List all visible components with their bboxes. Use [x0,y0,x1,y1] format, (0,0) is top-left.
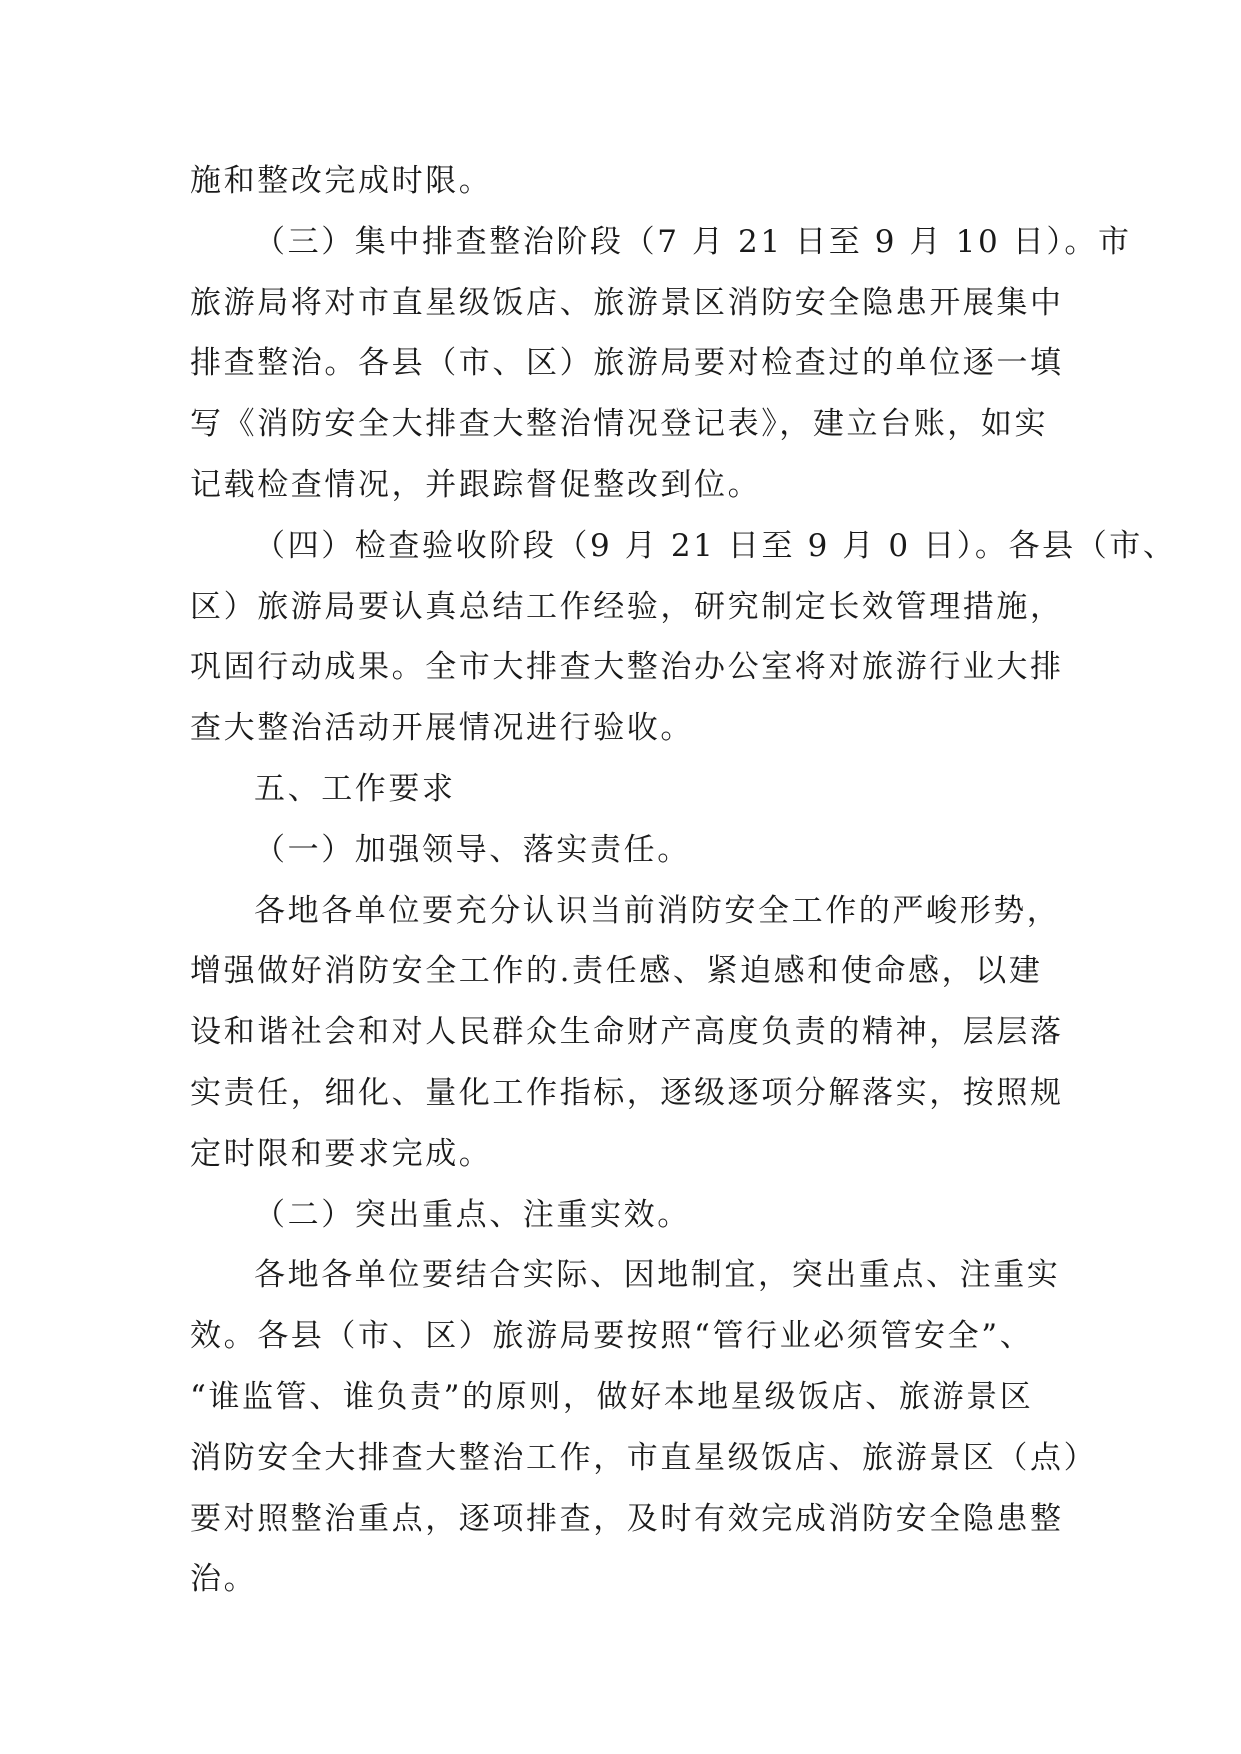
text-line: 查大整治活动开展情况进行验收。 [190,710,694,747]
text-line: 实责任，细化、量化工作指标，逐级逐项分解落实，按照规 [190,1074,1064,1111]
text-line: 效。各县（市、区）旅游局要按照“管行业必须管安全”、 [190,1318,1034,1355]
document-body [190,151,1177,1610]
text-line: 排查整治。各县（市、区）旅游局要对检查过的单位逐一填 [190,345,1064,382]
text-line: 旅游局将对市直星级饭店、旅游景区消防安全隐患开展集中 [190,284,1064,321]
text-line: （三）集中排查整治阶段（7 月 21 日至 9 月 10 日）。市 [254,223,1132,260]
text-line: 设和谐社会和对人民群众生命财产高度负责的精神，层层落 [190,1014,1064,1051]
text-line: 增强做好消防安全工作的.责任感、紧迫感和使命感，以建 [190,953,1043,990]
text-line: 各地各单位要结合实际、因地制宜，突出重点、注重实 [254,1257,1061,1294]
section-heading: 五、工作要求 [254,770,456,807]
text-line: 各地各单位要充分认识当前消防安全工作的严峻形势， [254,892,1061,929]
text-line: （四）检查验收阶段（9 月 21 日至 9 月 0 日）。各县（市、 [254,527,1177,564]
text-line: 巩固行动成果。全市大排查大整治办公室将对旅游行业大排 [190,649,1064,686]
text-line: 消防安全大排查大整治工作，市直星级饭店、旅游景区（点） [190,1439,1098,1476]
text-line: 要对照整治重点，逐项排查，及时有效完成消防安全隐患整 [190,1500,1064,1537]
text-line: 区）旅游局要认真总结工作经验，研究制定长效管理措施， [190,588,1064,625]
text-line: 定时限和要求完成。 [190,1135,493,1172]
text-line: “谁监管、谁负责”的原则，做好本地星级饭店、旅游景区 [190,1378,1034,1415]
text-line: 治。 [190,1561,258,1598]
subsection-heading: （二）突出重点、注重实效。 [254,1196,691,1233]
text-line: 写《消防安全大排查大整治情况登记表》，建立台账，如实 [190,406,1049,443]
subsection-heading: （一）加强领导、落实责任。 [254,831,691,868]
text-line: 施和整改完成时限。 [190,163,493,199]
text-line: 记载检查情况，并跟踪督促整改到位。 [190,466,762,503]
